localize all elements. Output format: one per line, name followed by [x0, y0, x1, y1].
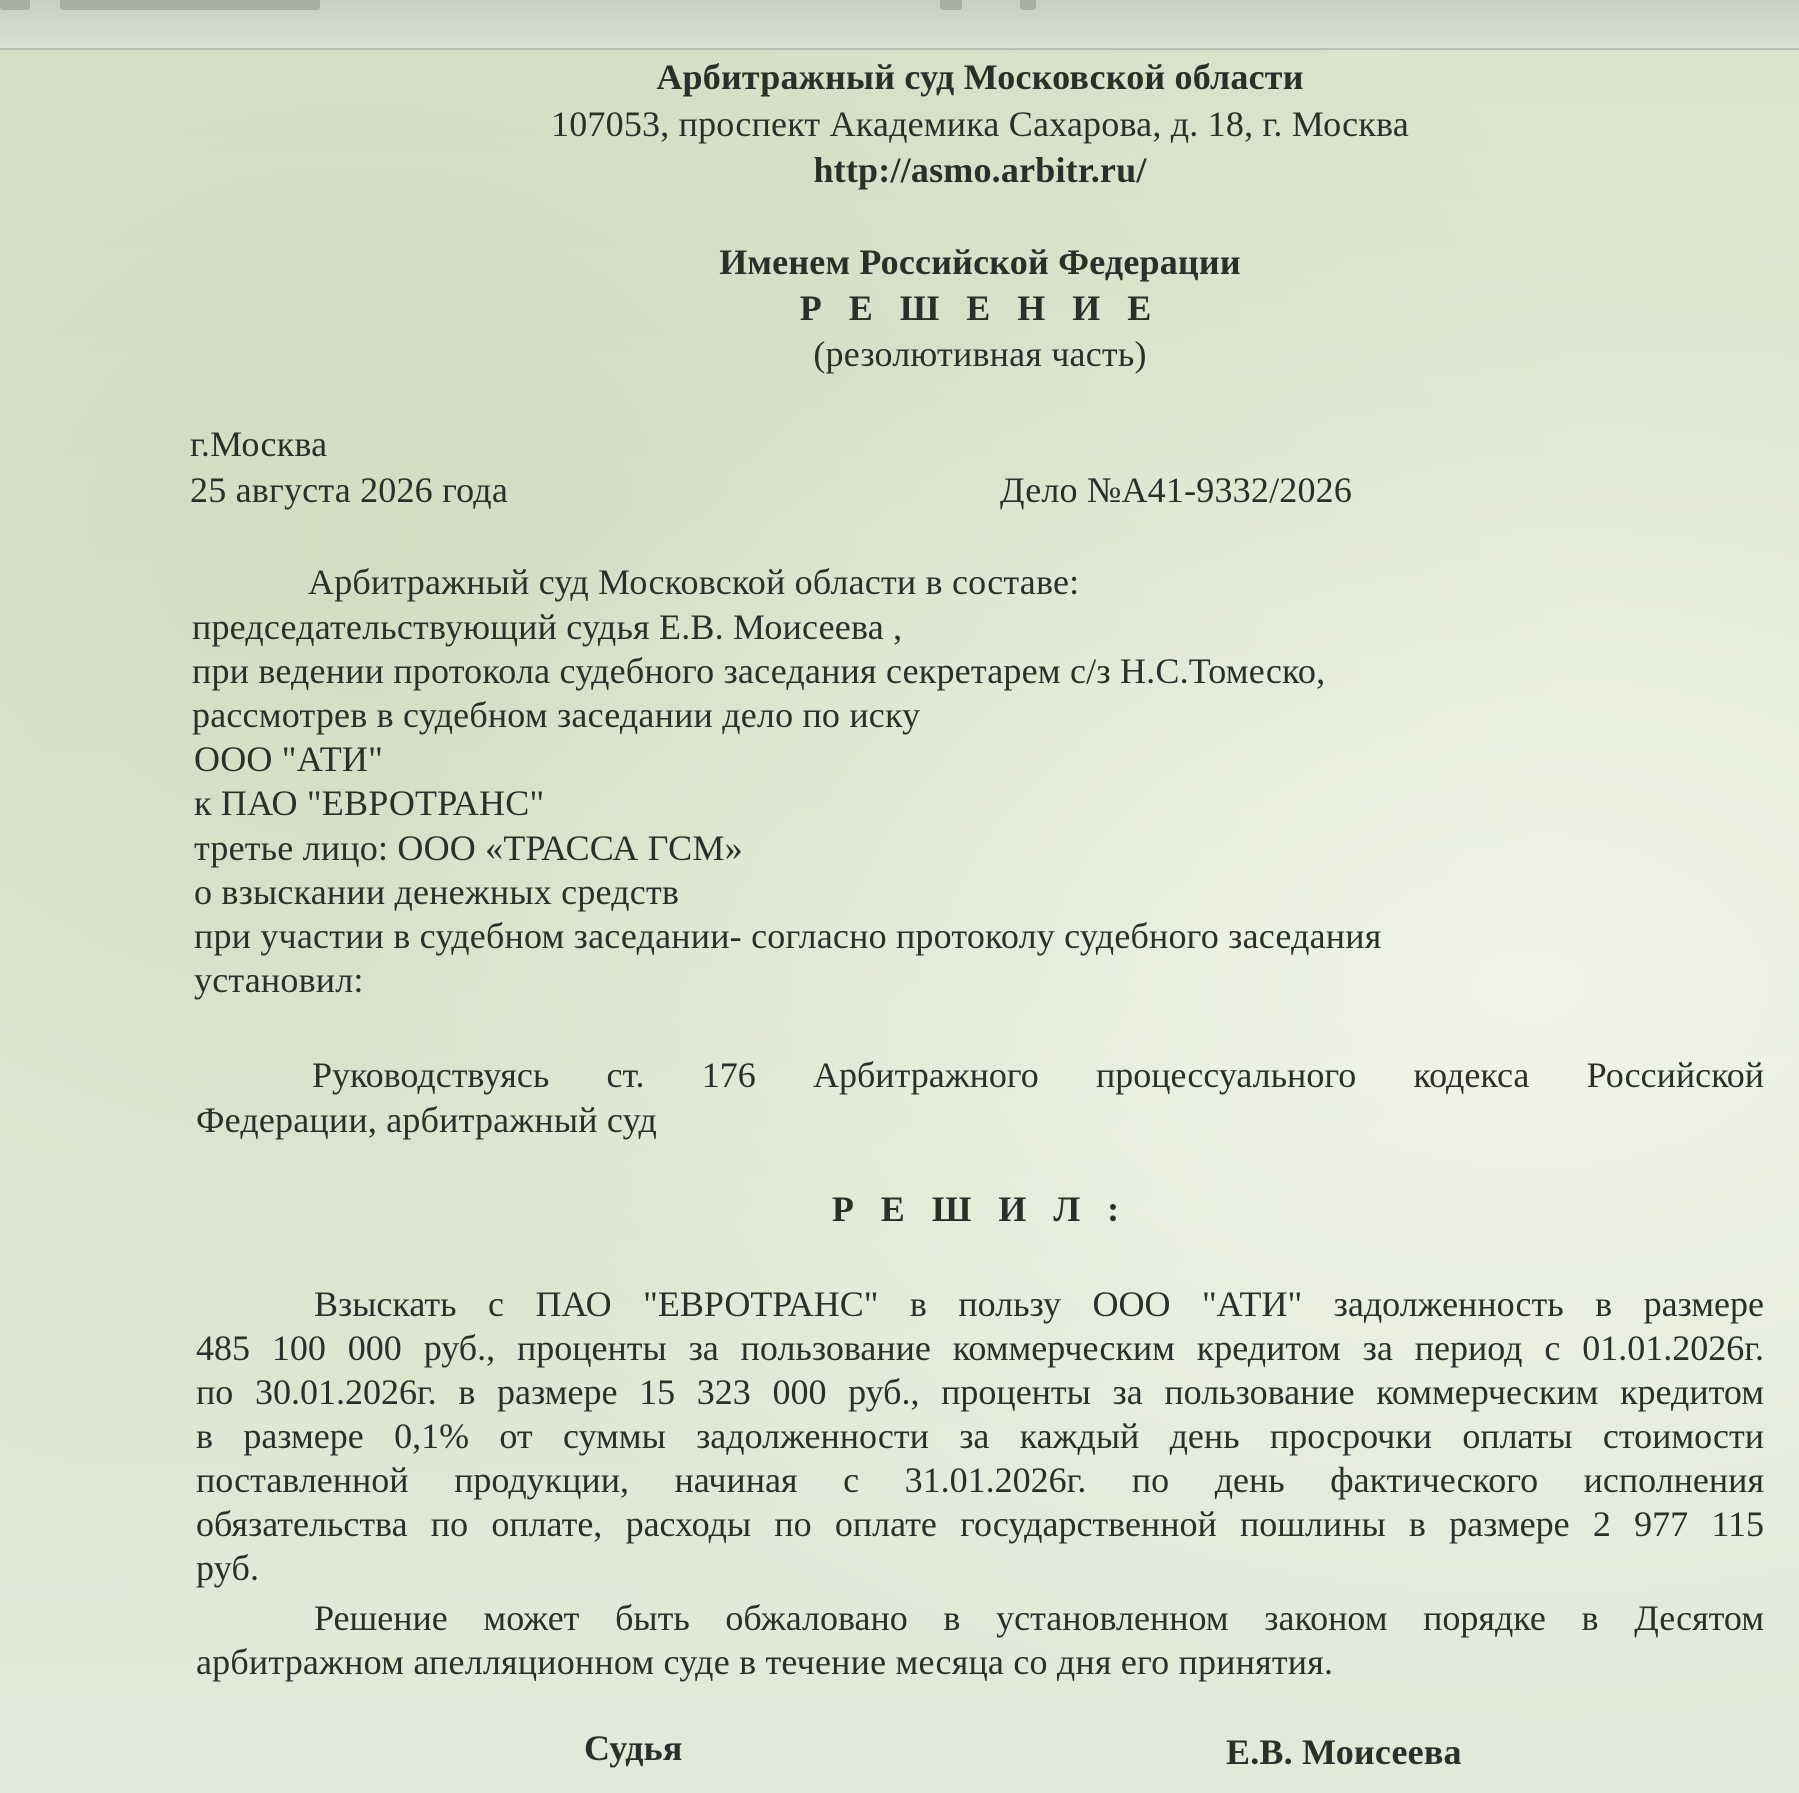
- body-line: председательствующий судья Е.В. Моисеева ,: [192, 607, 903, 647]
- cropped-toolbar-fragment: [0, 0, 30, 10]
- court-address: 107053, проспект Академика Сахарова, д. 18, г. Москва: [551, 104, 1409, 144]
- body-line: о взыскании денежных средств: [194, 872, 680, 912]
- resolution-line: поставленной продукции, начиная с 31.01.2026г. по день фактического исполнения: [196, 1460, 1764, 1500]
- signature-name: Е.В. Моисеева: [1226, 1732, 1462, 1772]
- guided-line: Федерации, арбитражный суд: [196, 1100, 658, 1140]
- cropped-toolbar-fragment: [1020, 0, 1036, 10]
- body-line: Арбитражный суд Московской области в составе:: [308, 562, 1080, 602]
- decision-date: 25 августа 2026 года: [190, 470, 508, 510]
- resolution-heading: Р Е Ш И Л :: [831, 1189, 1129, 1229]
- body-line: третье лицо: ООО «ТРАССА ГСМ»: [194, 828, 743, 868]
- decision-subtitle: (резолютивная часть): [813, 334, 1147, 374]
- signature-role: Судья: [584, 1728, 683, 1768]
- decision-heading: Р Е Ш Е Н И Е: [799, 288, 1161, 328]
- resolution-line: Взыскать с ПАО "ЕВРОТРАНС" в пользу ООО "АТИ" задолженность в размере: [314, 1284, 1764, 1324]
- appeal-line: Решение может быть обжаловано в установленном законом порядке в Десятом: [314, 1598, 1764, 1638]
- window-top-edge: [0, 0, 1799, 50]
- resolution-line: обязательства по оплате, расходы по оплате государственной пошлины в размере 2 977 115: [196, 1504, 1764, 1544]
- cropped-toolbar-fragment: [60, 0, 320, 10]
- resolution-line: в размере 0,1% от суммы задолженности за каждый день просрочки оплаты стоимости: [196, 1416, 1764, 1456]
- court-website: http://asmo.arbitr.ru/: [813, 150, 1147, 190]
- court-name: Арбитражный суд Московской области: [656, 57, 1304, 97]
- body-line: к ПАО "ЕВРОТРАНС": [194, 783, 545, 823]
- resolution-line: 485 100 000 руб., проценты за пользование коммерческим кредитом за период с 01.01.2026г.: [196, 1328, 1764, 1368]
- body-line: рассмотрев в судебном заседании дело по иску: [192, 695, 921, 735]
- body-line: при участии в судебном заседании- согласно протоколу судебного заседания: [194, 916, 1382, 956]
- resolution-line: по 30.01.2026г. в размере 15 323 000 руб., проценты за пользование коммерческим кредитом: [196, 1372, 1764, 1412]
- body-line: установил:: [194, 960, 364, 1000]
- resolution-line: руб.: [196, 1548, 260, 1588]
- case-number: Дело №А41-9332/2026: [1000, 470, 1353, 510]
- cropped-toolbar-fragment: [940, 0, 962, 10]
- guided-line: Руководствуясь ст. 176 Арбитражного процессуального кодекса Российской: [312, 1055, 1764, 1095]
- body-line: ООО "АТИ": [194, 739, 384, 779]
- appeal-line: арбитражном апелляционном суде в течение месяца со дня его принятия.: [196, 1642, 1334, 1682]
- body-line: при ведении протокола судебного заседания секретарем с/з Н.С.Томеско,: [192, 651, 1326, 691]
- in-name-heading: Именем Российской Федерации: [719, 242, 1241, 282]
- city: г.Москва: [190, 424, 328, 464]
